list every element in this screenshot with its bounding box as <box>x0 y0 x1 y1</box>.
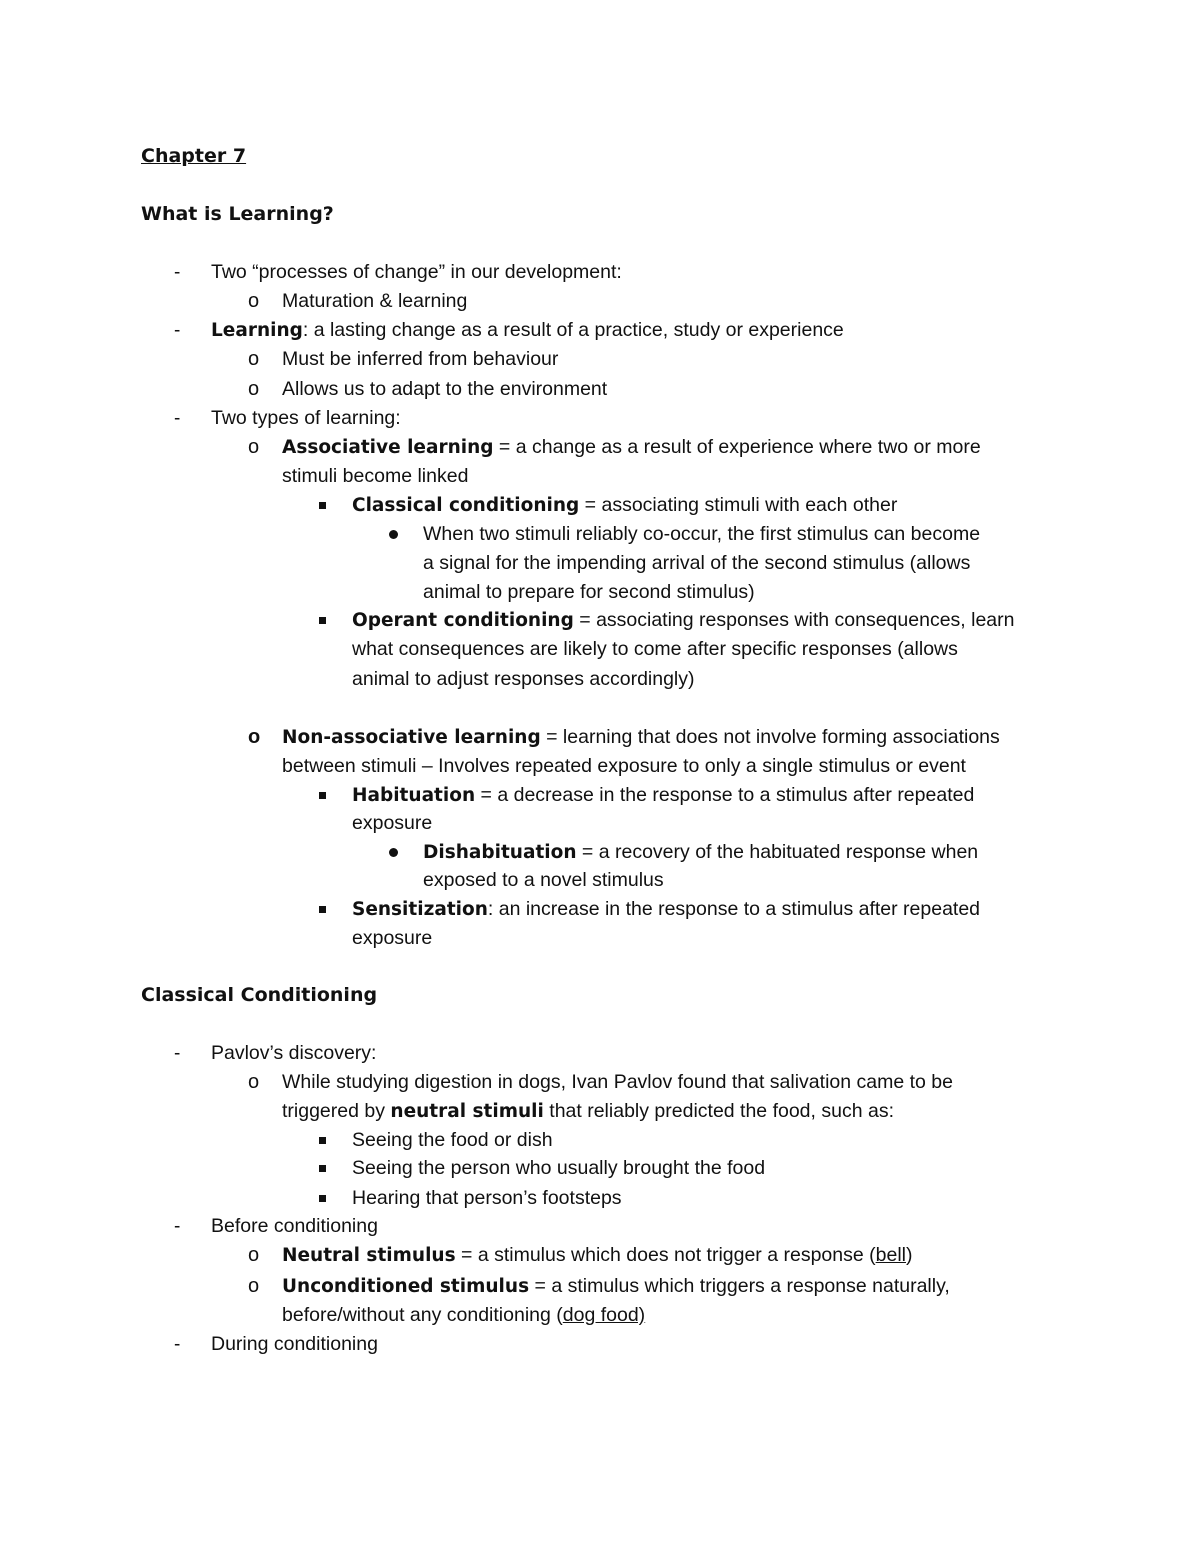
dash-bullet: - <box>174 1334 181 1355</box>
list-item: Habituation = a decrease in the response to a stimulus after repeated <box>352 784 975 806</box>
list-item: Maturation & learning <box>282 290 468 312</box>
list-item-continuation: stimuli become linked <box>282 465 469 487</box>
circle-bullet: o <box>248 1071 260 1093</box>
section-heading-what-is-learning: What is Learning? <box>141 203 334 225</box>
list-item-continuation: exposure <box>352 927 433 949</box>
list-item: Dishabituation = a recovery of the habituated response when <box>423 841 979 863</box>
list-item: Seeing the person who usually brought the food <box>352 1157 766 1179</box>
list-item: Learning: a lasting change as a result of a practice, study or experience <box>211 319 844 341</box>
circle-bullet: o <box>248 290 260 312</box>
list-item: Must be inferred from behaviour <box>282 348 559 370</box>
circle-bullet: o <box>248 1244 260 1266</box>
circle-bullet: o <box>248 436 260 458</box>
list-item-continuation: what consequences are likely to come after specific responses (allows <box>352 638 958 660</box>
dot-bullet <box>389 848 398 857</box>
circle-bullet: o <box>248 726 261 748</box>
square-bullet <box>319 906 326 913</box>
section-heading-classical-conditioning: Classical Conditioning <box>141 984 378 1006</box>
dash-bullet: - <box>174 408 181 429</box>
list-item: Sensitization: an increase in the response to a stimulus after repeated <box>352 898 981 920</box>
circle-bullet: o <box>248 378 260 400</box>
dot-bullet <box>389 530 398 539</box>
list-item: Associative learning = a change as a result of experience where two or more <box>282 436 981 458</box>
list-item: Seeing the food or dish <box>352 1129 553 1151</box>
list-item: Operant conditioning = associating responses with consequences, learn <box>352 609 1015 631</box>
list-item: When two stimuli reliably co-occur, the first stimulus can become <box>423 523 981 545</box>
list-item: Non-associative learning = learning that does not involve forming associations <box>282 726 1000 748</box>
list-item: Classical conditioning = associating stimuli with each other <box>352 494 898 516</box>
list-item-continuation: animal to adjust responses accordingly) <box>352 668 695 690</box>
list-item-continuation: a signal for the impending arrival of the second stimulus (allows <box>423 552 971 574</box>
chapter-title: Chapter 7 <box>141 145 247 167</box>
list-item: Allows us to adapt to the environment <box>282 378 608 400</box>
square-bullet <box>319 792 326 799</box>
list-item: Two types of learning: <box>211 407 401 429</box>
list-item: Neutral stimulus = a stimulus which does not trigger a response (bell) <box>282 1244 913 1266</box>
square-bullet <box>319 1195 326 1202</box>
list-item: Unconditioned stimulus = a stimulus which triggers a response naturally, <box>282 1275 950 1297</box>
list-item: Pavlov’s discovery: <box>211 1042 377 1064</box>
square-bullet <box>319 617 326 624</box>
dash-bullet: - <box>174 320 181 341</box>
list-item-continuation: between stimuli – Involves repeated exposure to only a single stimulus or event <box>282 755 966 777</box>
list-item-continuation: before/without any conditioning (dog food) <box>282 1304 646 1326</box>
dash-bullet: - <box>174 1216 181 1237</box>
square-bullet <box>319 502 326 509</box>
dash-bullet: - <box>174 1043 181 1064</box>
list-item: Hearing that person’s footsteps <box>352 1187 622 1209</box>
list-item-continuation: exposed to a novel stimulus <box>423 869 664 891</box>
list-item: While studying digestion in dogs, Ivan Pavlov found that salivation came to be <box>282 1071 953 1093</box>
square-bullet <box>319 1165 326 1172</box>
list-item-continuation: animal to prepare for second stimulus) <box>423 581 755 603</box>
circle-bullet: o <box>248 348 260 370</box>
circle-bullet: o <box>248 1275 260 1297</box>
list-item-continuation: triggered by neutral stimuli that reliably predicted the food, such as: <box>282 1100 894 1122</box>
list-item: During conditioning <box>211 1333 378 1355</box>
square-bullet <box>319 1137 326 1144</box>
list-item-continuation: exposure <box>352 812 433 834</box>
dash-bullet: - <box>174 262 181 283</box>
list-item: Two “processes of change” in our development: <box>211 261 622 283</box>
list-item: Before conditioning <box>211 1215 378 1237</box>
